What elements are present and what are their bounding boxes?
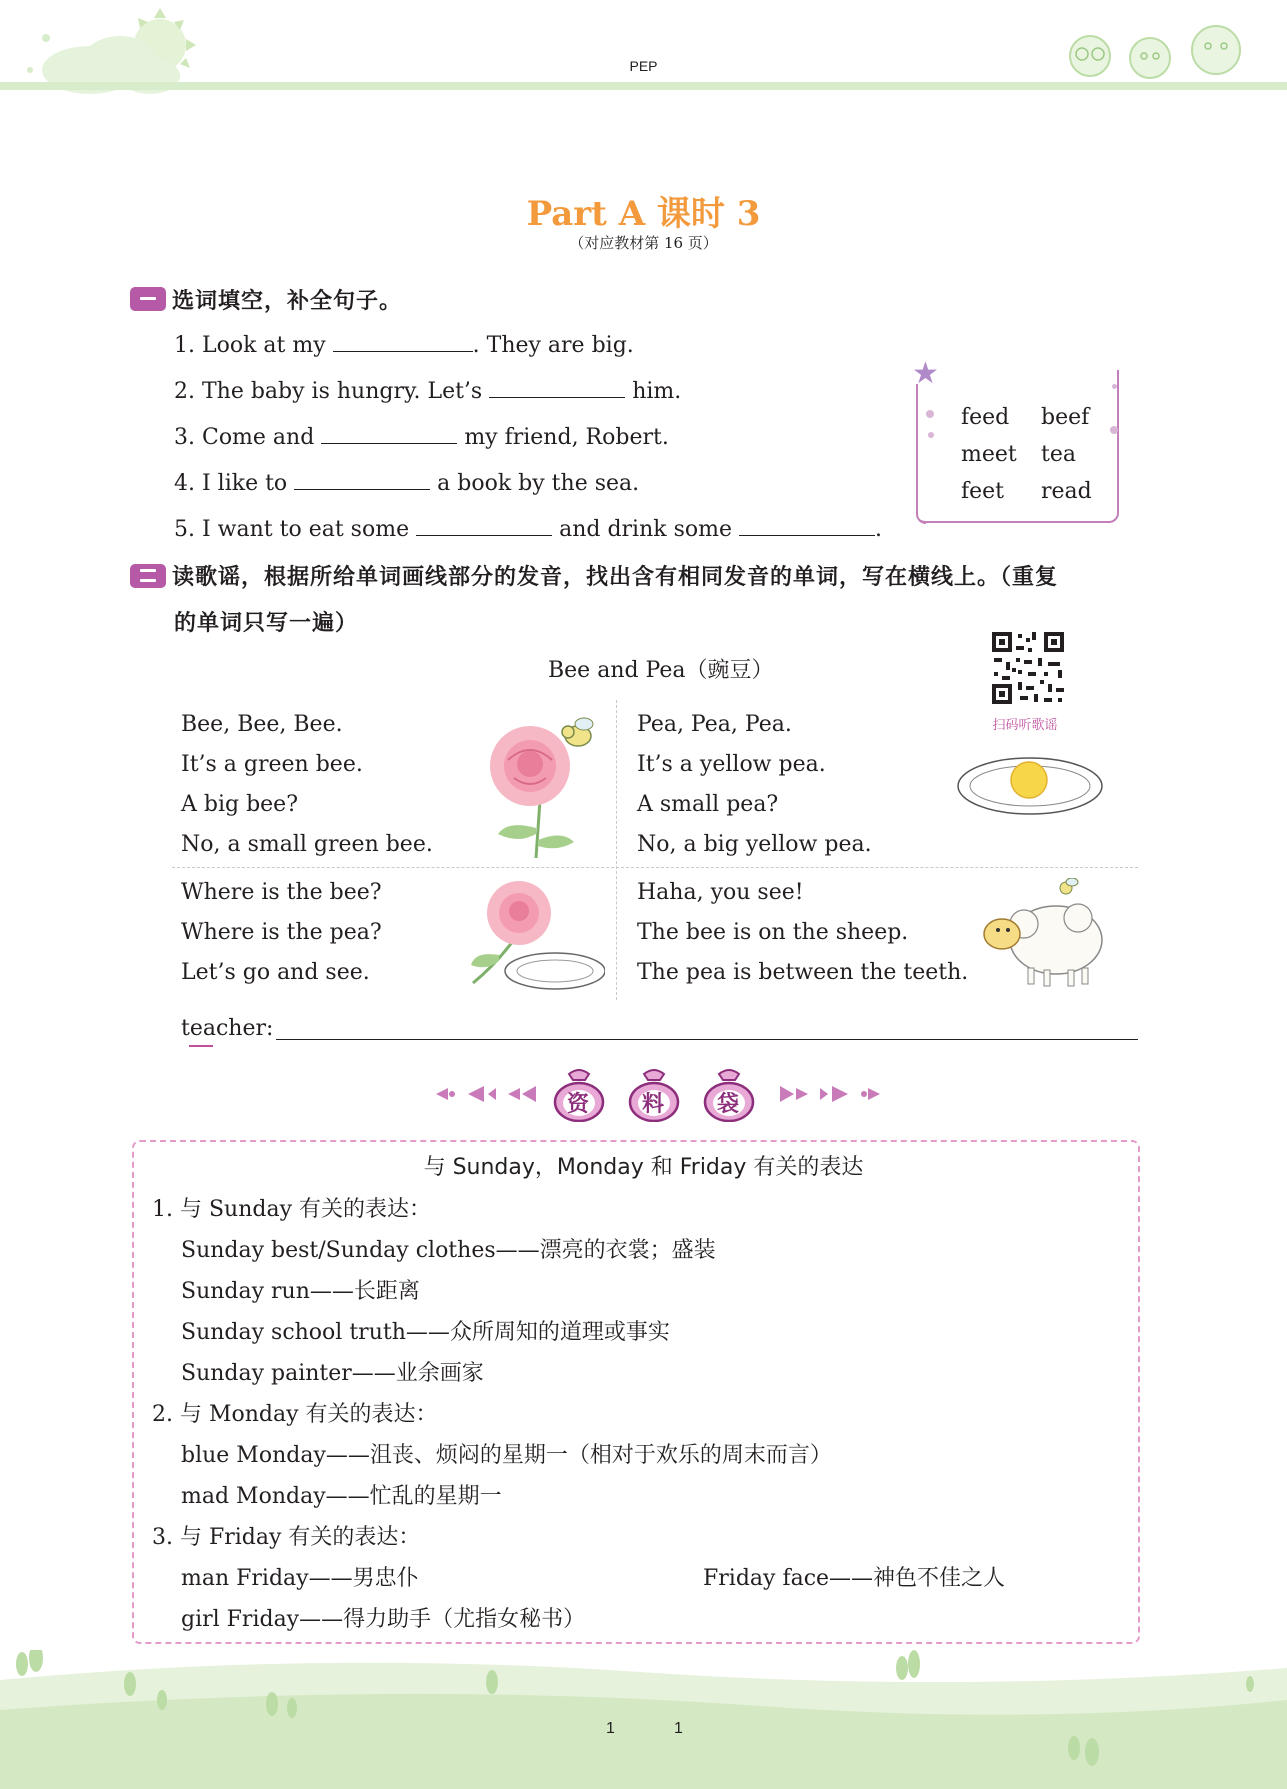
question-3 xyxy=(174,425,669,450)
answer-underline-mark xyxy=(189,1045,213,1047)
footer-landscape xyxy=(0,1650,1287,1789)
resource-item: Sunday school truth——众所周知的道理或事实 xyxy=(181,1320,670,1345)
word-box-left-edge xyxy=(916,384,926,524)
word-option: feet xyxy=(961,479,1005,504)
poem-line: Where is the pea? xyxy=(181,920,382,945)
poem-line: Bee, Bee, Bee. xyxy=(181,712,343,737)
dot-decoration xyxy=(1110,426,1118,434)
poem-line: It’s a yellow pea. xyxy=(637,752,826,777)
dot-decoration xyxy=(928,432,934,438)
resource-item: mad Monday——忙乱的星期一 xyxy=(181,1484,502,1509)
resource-item: blue Monday——沮丧、烦闷的星期一（相对于欢乐的周末而言） xyxy=(181,1443,832,1468)
answer-blank-2[interactable] xyxy=(489,380,625,398)
question-3-text: 3. Come and xyxy=(174,425,315,450)
poem-line: The pea is between the teeth. xyxy=(637,960,969,985)
header-bar xyxy=(0,82,1287,90)
poem-line: It’s a green bee. xyxy=(181,752,363,777)
question-5 xyxy=(174,517,882,542)
resource-group-heading: 1. 与 Sunday 有关的表达： xyxy=(152,1197,432,1222)
series-label: PEP xyxy=(629,58,658,74)
qr-code[interactable] xyxy=(988,628,1068,708)
answer-blank-5b[interactable] xyxy=(739,518,875,536)
section-one-badge xyxy=(130,287,166,311)
poem-line: A small pea? xyxy=(637,792,779,817)
question-1 xyxy=(174,333,634,358)
page-number-right: 1 xyxy=(674,1720,683,1737)
page-title: Part A 课时 3 xyxy=(526,194,761,234)
question-5-text: 5. I want to eat some xyxy=(174,517,410,542)
resource-item: Sunday best/Sunday clothes——漂亮的衣裳；盛装 xyxy=(181,1238,716,1263)
resource-item: girl Friday——得力助手（尤指女秘书） xyxy=(181,1607,586,1632)
resource-item: man Friday——男忠仆 xyxy=(181,1566,419,1591)
poem-line: Pea, Pea, Pea. xyxy=(637,712,792,737)
rose-bee-illustration xyxy=(478,710,602,860)
question-2-tail: him. xyxy=(632,379,682,404)
answer-label: teacher: xyxy=(181,1016,274,1041)
qr-code-icon xyxy=(988,628,1068,708)
section-two-heading-line1: 读歌谣，根据所给单词画线部分的发音，找出含有相同发音的单词，写在横线上。（重复 xyxy=(172,565,1059,590)
bag-label-1: 资 xyxy=(567,1092,590,1117)
section-two-heading-line2: 的单词只写一遍） xyxy=(174,611,359,636)
resource-group-heading: 3. 与 Friday 有关的表达： xyxy=(152,1525,421,1550)
poem-line: Haha, you see! xyxy=(637,880,804,905)
sheep-illustration xyxy=(978,878,1108,990)
poem-title: Bee and Pea（豌豆） xyxy=(548,658,774,683)
question-2 xyxy=(174,379,681,404)
dot-decoration xyxy=(926,410,934,418)
resource-item: Friday face——神色不佳之人 xyxy=(703,1566,1006,1591)
question-1-text: 1. Look at my xyxy=(174,333,326,358)
page-number-left: 1 xyxy=(606,1720,615,1737)
question-4 xyxy=(174,471,639,496)
bag-label-2: 料 xyxy=(642,1092,665,1117)
answer-blank-3[interactable] xyxy=(321,426,457,444)
rose-plate-illustration xyxy=(465,875,605,990)
resource-item: Sunday run——长距离 xyxy=(181,1279,420,1304)
bag-label-3: 袋 xyxy=(717,1092,740,1117)
poem-line: No, a small green bee. xyxy=(181,832,433,857)
resource-group-heading: 2. 与 Monday 有关的表达： xyxy=(152,1402,438,1427)
word-option: read xyxy=(1041,479,1092,504)
poem-line: The bee is on the sheep. xyxy=(637,920,909,945)
question-4-tail: a book by the sea. xyxy=(437,471,640,496)
dot-decoration xyxy=(1112,384,1117,389)
poem-divider-horizontal xyxy=(172,867,1138,868)
question-4-text: 4. I like to xyxy=(174,471,288,496)
question-1-tail: . They are big. xyxy=(472,333,634,358)
question-5-mid: and drink some xyxy=(559,517,732,542)
page-subtitle: （对应教材第 16 页） xyxy=(569,234,718,252)
section-two-badge xyxy=(130,564,166,588)
section-one-heading: 选词填空，补全句子。 xyxy=(172,289,403,314)
fish-decoration-left xyxy=(432,1080,542,1110)
answer-input-line[interactable] xyxy=(276,1039,1138,1040)
word-option: meet xyxy=(961,442,1017,467)
egg-plate-illustration xyxy=(955,752,1105,822)
fish-decoration-right xyxy=(774,1080,884,1110)
poem-line: No, a big yellow pea. xyxy=(637,832,872,857)
answer-blank-1[interactable] xyxy=(333,334,473,352)
answer-blank-5a[interactable] xyxy=(416,518,552,536)
question-5-tail: . xyxy=(875,517,882,542)
question-3-tail: my friend, Robert. xyxy=(464,425,669,450)
poem-line: Let’s go and see. xyxy=(181,960,370,985)
word-option: feed xyxy=(961,405,1010,430)
word-option: tea xyxy=(1041,442,1076,467)
answer-blank-4[interactable] xyxy=(294,472,430,490)
poem-line: Where is the bee? xyxy=(181,880,382,905)
resource-item: Sunday painter——业余画家 xyxy=(181,1361,484,1386)
question-2-text: 2. The baby is hungry. Let’s xyxy=(174,379,483,404)
poem-divider-vertical xyxy=(616,700,617,1000)
qr-caption: 扫码听歌谣 xyxy=(992,718,1058,733)
resource-title: 与 Sunday，Monday 和 Friday 有关的表达 xyxy=(423,1155,864,1180)
poem-line: A big bee? xyxy=(181,792,298,817)
star-icon: ★ xyxy=(912,356,939,391)
word-option: beef xyxy=(1041,405,1090,430)
